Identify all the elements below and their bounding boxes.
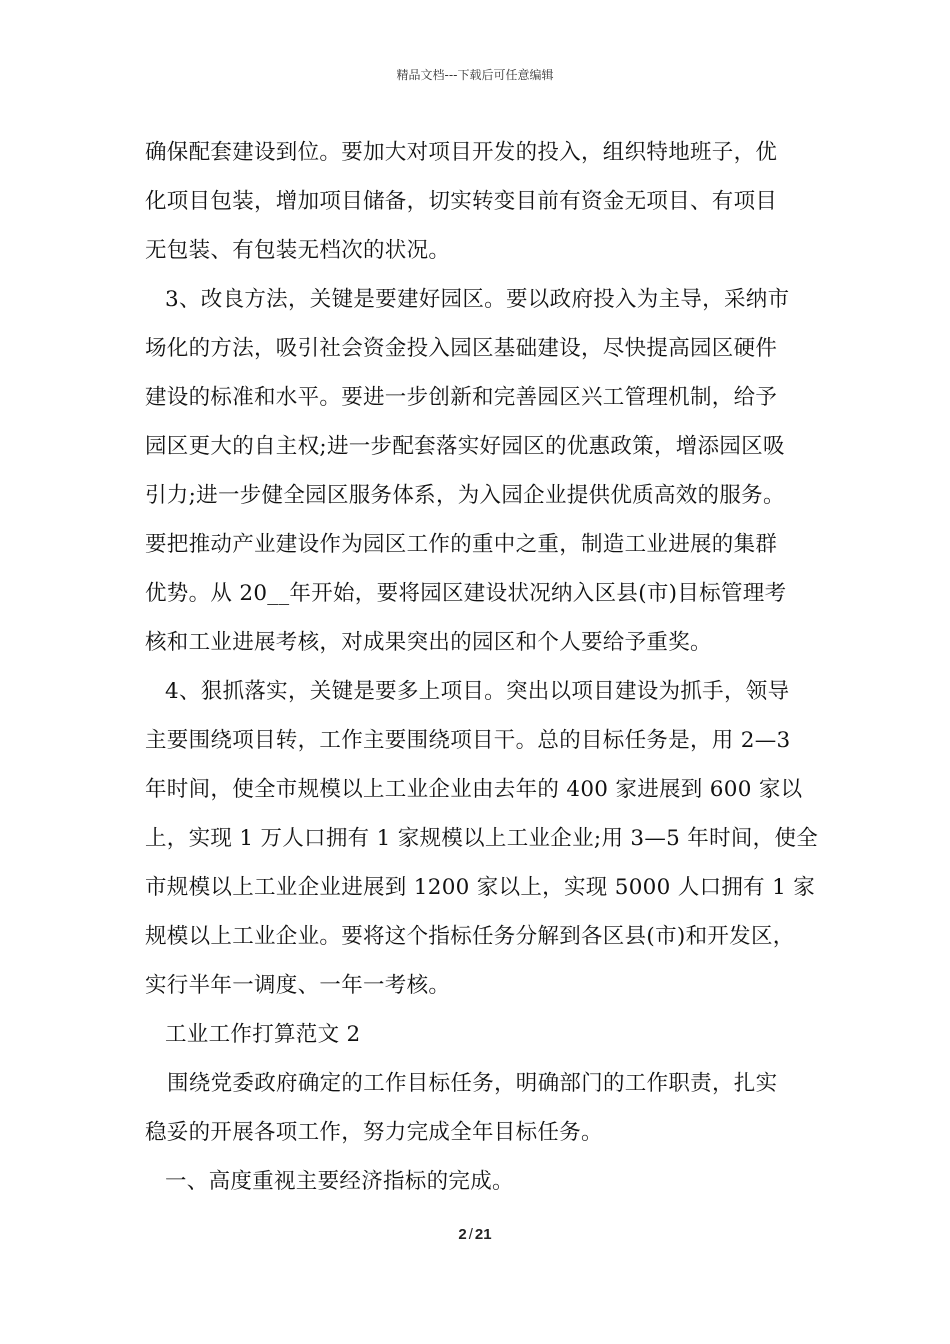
text-line: 规模以上工业企业。要将这个指标任务分解到各区县(市)和开发区， [145, 924, 795, 949]
text-line: 园区更大的自主权;进一步配套落实好园区的优惠政策，增添园区吸 [145, 434, 785, 459]
current-page: 2 [458, 1226, 467, 1243]
section-title: 工业工作打算范文 2 [165, 1022, 361, 1047]
text-line: 优势。从 20__年开始，要将园区建设状况纳入区县(市)目标管理考 [145, 581, 787, 606]
text-line: 要把推动产业建设作为园区工作的重中之重，制造工业进展的集群 [145, 532, 778, 557]
text-line: 核和工业进展考核，对成果突出的园区和个人要给予重奖。 [145, 630, 712, 655]
text-line: 实行半年一调度、一年一考核。 [145, 973, 451, 998]
text-line: 无包装、有包装无档次的状况。 [145, 238, 451, 263]
text-line: 化项目包装，增加项目储备，切实转变目前有资金无项目、有项目 [145, 189, 778, 214]
page-header: 精品文档---下载后可任意编辑 [396, 68, 554, 82]
text-line: 围绕党委政府确定的工作目标任务，明确部门的工作职责，扎实 [167, 1071, 778, 1096]
total-pages: 21 [474, 1226, 492, 1243]
text-line: 场化的方法，吸引社会资金投入园区基础建设，尽快提高园区硬件 [145, 336, 778, 361]
text-line: 主要围绕项目转，工作主要围绕项目干。总的目标任务是，用 2—3 [145, 728, 791, 753]
text-line: 稳妥的开展各项工作，努力完成全年目标任务。 [145, 1120, 603, 1145]
text-line: 确保配套建设到位。要加大对项目开发的投入，组织特地班子，优 [145, 140, 778, 165]
text-line: 4、狠抓落实，关键是要多上项目。突出以项目建设为抓手，领导 [165, 679, 790, 704]
text-line: 年时间，使全市规模以上工业企业由去年的 400 家进展到 600 家以 [145, 777, 803, 802]
section-heading: 一、高度重视主要经济指标的完成。 [165, 1169, 514, 1194]
document-body [145, 128, 819, 1206]
text-line: 引力;进一步健全园区服务体系，为入园企业提供优质高效的服务。 [145, 483, 785, 508]
page-separator: / [468, 1226, 473, 1243]
text-line: 上，实现 1 万人口拥有 1 家规模以上工业企业;用 3—5 年时间，使全 [145, 826, 819, 851]
text-line: 建设的标准和水平。要进一步创新和完善园区兴工管理机制，给予 [145, 385, 778, 410]
text-line: 3、改良方法，关键是要建好园区。要以政府投入为主导，采纳市 [165, 287, 790, 312]
page-number [0, 1226, 950, 1243]
text-line: 市规模以上工业企业进展到 1200 家以上，实现 5000 人口拥有 1 家 [145, 875, 816, 900]
